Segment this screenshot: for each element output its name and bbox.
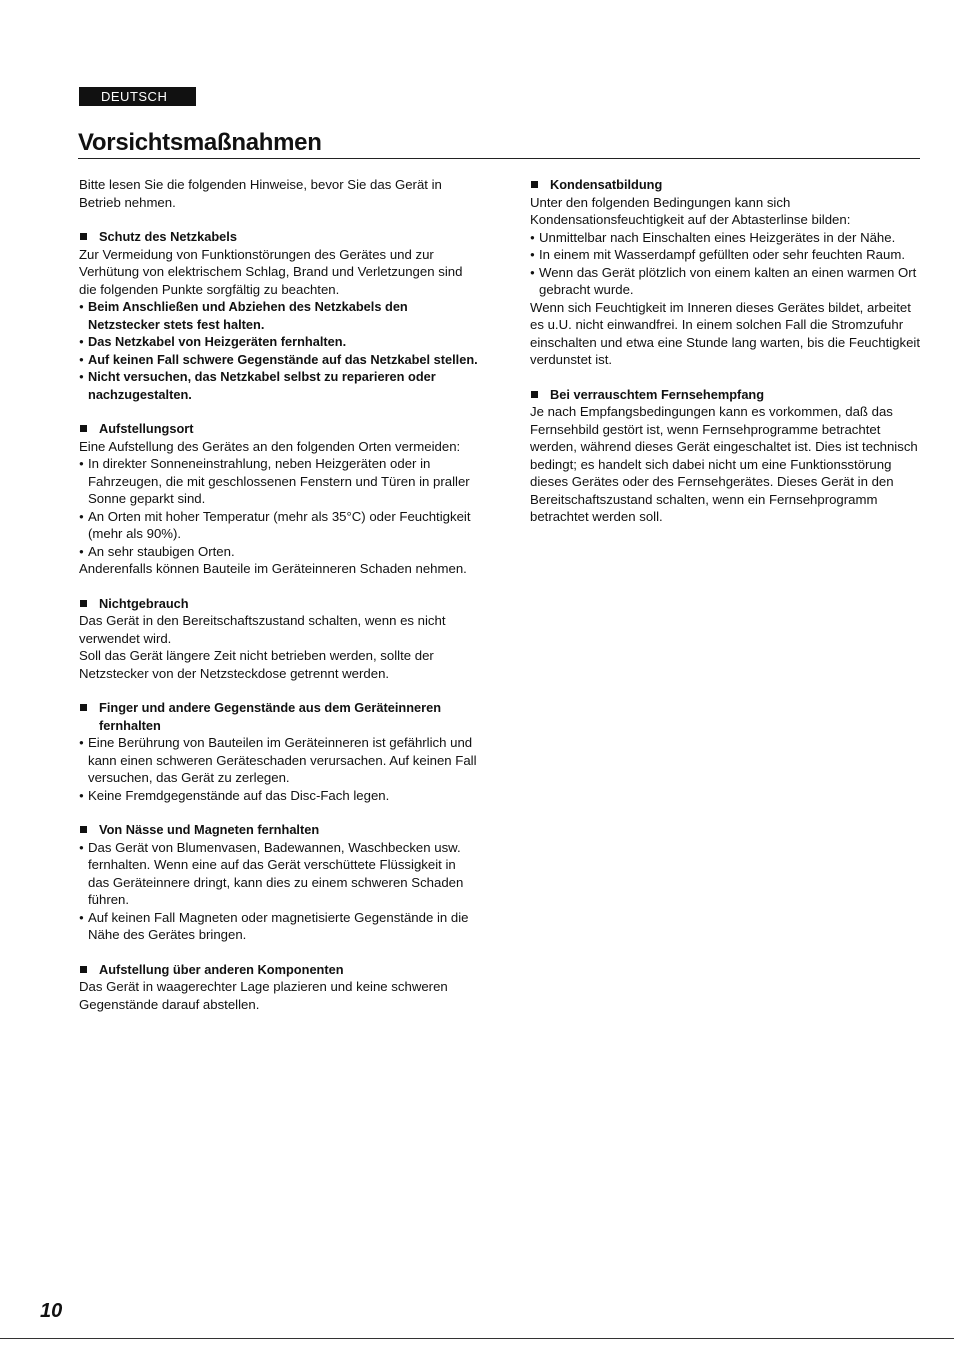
title-divider (78, 158, 920, 159)
list-item: ● Eine Berührung von Bauteilen im Geräteinneren ist gefährlich und kann einen schweren Geräteschaden verursachen. Auf keinen Fall versuchen, das Gerät zu zerlegen. (79, 734, 479, 787)
language-tab: DEUTSCH (79, 87, 196, 106)
section-text: Eine Aufstellung des Gerätes an den folgenden Orten vermeiden: (79, 438, 461, 454)
page-number: 10 (40, 1300, 63, 1322)
right-column (530, 176, 925, 526)
heading-text: Von Nässe und Magneten fernhalten (99, 822, 320, 837)
heading-text: Bei verrauschtem Fernsehempfang (550, 386, 765, 402)
square-bullet-icon (80, 826, 87, 833)
section-text: Je nach Empfangsbedingungen kann es vorkommen, daß das Fernsehbild gestört ist, wenn Fernsehprogramme betrachtet werden, während dieses Gerät eingeschaltet ist. Dies ist technisch bedingt; es handelt sich dabei nicht um eine Funktionsstörung dieses Gerätes oder des Fernsehgerätes. Dieses Gerät in den Bereitschaftszustand schalten, wenn ein Fernsehprogramm betrachtet werden soll. (530, 404, 918, 524)
heading-text: Schutz des Netzkabels (99, 229, 237, 244)
list-item: ● In einem mit Wasserdampf gefüllten oder sehr feuchten Raum. (530, 246, 925, 264)
section-heading (530, 176, 925, 194)
section-netzkabel (79, 228, 479, 403)
heading-text: Kondensatbildung (550, 177, 663, 192)
heading-text: Finger und andere Gegenstände aus dem Geräteinneren fernhalten (99, 700, 442, 733)
page-title: Vorsichtsmaßnahmen (78, 129, 322, 156)
section-nichtgebrauch (79, 595, 479, 683)
list-item: ● Auf keinen Fall schwere Gegenstände auf das Netzkabel stellen. (79, 351, 479, 369)
square-bullet-icon (80, 966, 87, 973)
heading-text: Nichtgebrauch (99, 595, 189, 611)
section-aufstellung-komponenten (79, 961, 479, 1014)
list-item: ● An sehr staubigen Orten. (79, 543, 479, 561)
list-item: ● Keine Fremdgegenstände auf das Disc-Fach legen. (79, 787, 479, 805)
section-fernsehempfang (530, 386, 925, 526)
square-bullet-icon (531, 391, 538, 398)
list-item: ● Beim Anschließen und Abziehen des Netzkabels den Netzstecker stets fest halten. (79, 298, 479, 333)
section-heading (79, 595, 479, 613)
square-bullet-icon (531, 181, 538, 188)
section-naesse (79, 821, 479, 944)
list-item: ● Das Gerät von Blumenvasen, Badewannen, Waschbecken usw. fernhalten. Wenn eine auf das Gerät verschüttete Flüssigkeit in das Geräteinnere dringt, kann dies zu einem schweren Schaden führen. (79, 839, 479, 909)
section-heading (79, 228, 479, 246)
section-aufstellungsort (79, 420, 479, 578)
intro-text: Bitte lesen Sie die folgenden Hinweise, bevor Sie das Gerät in Betrieb nehmen. (79, 177, 442, 210)
list-item: ● Das Netzkabel von Heizgeräten fernhalten. (79, 333, 479, 351)
heading-text: Aufstellung über anderen Komponenten (99, 961, 344, 977)
section-heading (79, 821, 479, 839)
list-item: ● Wenn das Gerät plötzlich von einem kalten an einen warmen Ort gebracht wurde. (530, 264, 925, 299)
section-after-text: Soll das Gerät längere Zeit nicht betrieben werden, sollte der Netzstecker von der Netzsteckdose getrennt werden. (79, 648, 434, 681)
section-heading (79, 420, 479, 438)
list-item: ● In direkter Sonneneinstrahlung, neben Heizgeräten oder in Fahrzeugen, die mit geschlossenen Fenstern und Türen in praller Sonne geparkt sind. (79, 455, 479, 508)
square-bullet-icon (80, 600, 87, 607)
section-kondensat (530, 176, 925, 369)
section-heading (79, 961, 479, 979)
left-column (79, 176, 479, 1013)
heading-text: Aufstellungsort (99, 421, 194, 436)
section-heading (530, 386, 925, 404)
section-after-text: Anderenfalls können Bauteile im Geräteinneren Schaden nehmen. (79, 561, 467, 576)
list-item: ● Auf keinen Fall Magneten oder magnetisierte Gegenstände in die Nähe des Gerätes bringen. (79, 909, 479, 944)
list-item: ● Unmittelbar nach Einschalten eines Heizgerätes in der Nähe. (530, 229, 925, 247)
footer-divider (0, 1338, 954, 1339)
section-after-text: Wenn sich Feuchtigkeit im Inneren dieses Gerätes bildet, arbeitet es u.U. nicht einwandfrei. In einem solchen Fall die Stromzufuhr einschalten und etwa eine Stunde lang warten, bis die Feuchtigkeit verdunstet ist. (530, 299, 921, 367)
section-text: Das Gerät in waagerechter Lage plazieren und keine schweren Gegenstände darauf abstellen. (79, 979, 448, 1012)
square-bullet-icon (80, 425, 87, 432)
section-finger (79, 699, 479, 804)
list-item: ● An Orten mit hoher Temperatur (mehr als 35°C) oder Feuchtigkeit (mehr als 90%). (79, 508, 479, 543)
list-item: ● Nicht versuchen, das Netzkabel selbst zu reparieren oder nachzugestalten. (79, 368, 479, 403)
square-bullet-icon (80, 704, 87, 711)
section-text: Zur Vermeidung von Funktionstörungen des Gerätes und zur Verhütung von elektrischem Schlag, Brand und Verletzungen sind die folgenden Punkte sorgfältig zu beachten. (79, 246, 463, 297)
square-bullet-icon (80, 233, 87, 240)
section-heading (79, 699, 479, 734)
section-text: Das Gerät in den Bereitschaftszustand schalten, wenn es nicht verwendet wird. (79, 613, 446, 646)
section-text: Unter den folgenden Bedingungen kann sich Kondensationsfeuchtigkeit auf der Abtasterlinse bilden: (530, 194, 851, 227)
